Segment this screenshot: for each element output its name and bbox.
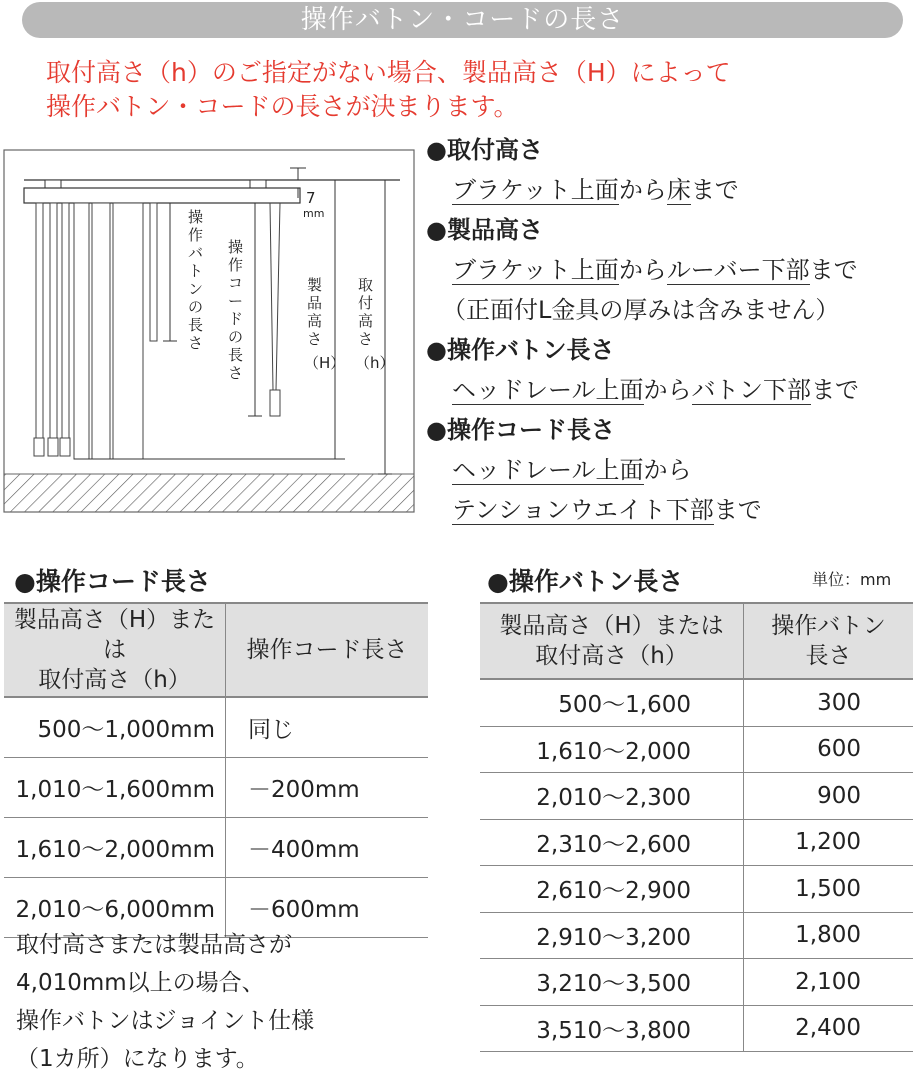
baton-height-cell: 3,510〜3,800	[480, 1005, 744, 1052]
def-product-height-heading: ●製品高さ	[426, 216, 543, 244]
def-connector: から	[618, 256, 667, 284]
table-row	[480, 773, 913, 820]
intro-line-1: 取付高さ（h）のご指定がない場合、製品高さ（H）によって	[46, 58, 731, 87]
baton-length-cell: 900	[744, 773, 914, 820]
baton-height-cell: 2,610〜2,900	[480, 866, 744, 913]
table-row	[480, 912, 913, 959]
cord-length-label: 操作コードの長さ	[228, 238, 244, 382]
def-connector: まで	[809, 256, 858, 284]
def-term: ヘッドレール上面	[452, 376, 644, 404]
baton-length-cell: 600	[744, 726, 914, 773]
page-title: 操作バトン・コードの長さ	[300, 5, 625, 35]
cord-table-title: ●操作コード長さ	[14, 567, 211, 596]
def-baton-length-heading: ●操作バトン長さ	[426, 336, 615, 364]
baton-length-cell: 1,800	[744, 912, 914, 959]
def-baton-length-text	[426, 370, 859, 410]
baton-length-cell: 300	[744, 679, 914, 726]
joint-spec-note	[16, 926, 314, 1078]
def-term: ブラケット上面	[452, 256, 619, 284]
definitions-list	[426, 130, 859, 530]
table-row	[480, 819, 913, 866]
table-row	[480, 959, 913, 1006]
dim-mm: mm	[303, 207, 325, 220]
def-term: ルーバー下部	[666, 256, 810, 284]
def-term: ヘッドレール上面	[452, 456, 644, 484]
baton-length-table	[480, 602, 913, 1052]
cord-length-cell: －200mm	[226, 758, 429, 818]
dim-7: 7	[306, 189, 316, 207]
intro-text	[46, 56, 731, 124]
baton-height-cell: 1,610〜2,000	[480, 726, 744, 773]
def-cord-length-heading: ●操作コード長さ	[426, 416, 615, 444]
def-connector: から	[643, 376, 692, 404]
baton-table-title: ●操作バトン長さ	[487, 567, 684, 596]
cord-length-cell: 同じ	[226, 697, 429, 758]
def-term: ブラケット上面	[452, 176, 619, 204]
bracket-left	[45, 180, 61, 188]
def-product-height-text	[426, 250, 859, 290]
baton-length-cell: 1,500	[744, 866, 914, 913]
table-row	[4, 818, 428, 878]
baton-height-cell: 3,210〜3,500	[480, 959, 744, 1006]
baton-height-cell: 2,310〜2,600	[480, 819, 744, 866]
head-rail	[24, 188, 300, 203]
def-connector: から	[643, 456, 692, 484]
def-mount-height-heading: ●取付高さ	[426, 136, 543, 164]
def-connector: から	[618, 176, 667, 204]
cord-length-cell: －600mm	[226, 878, 429, 938]
table-header-row	[4, 603, 428, 697]
baton-length-cell: 2,100	[744, 959, 914, 1006]
def-connector: まで	[811, 376, 860, 404]
def-mount-height-text	[426, 170, 859, 210]
baton-col-height: 製品高さ（H）または 取付高さ（h）	[480, 603, 744, 679]
baton-height-cell: 2,010〜2,300	[480, 773, 744, 820]
def-cord-length-text-2	[426, 490, 859, 530]
table-row	[480, 679, 913, 726]
louver-weights	[34, 438, 70, 456]
def-product-height-note: （正面付L金具の厚みは含みません）	[442, 296, 840, 324]
product-height-dimension	[328, 180, 342, 459]
cord-col-length: 操作コード長さ	[226, 603, 429, 697]
baton-height-cell: 500〜1,600	[480, 679, 744, 726]
intro-line-2: 操作バトン・コードの長さが決まります。	[46, 92, 519, 121]
cord-height-cell: 1,010〜1,600mm	[4, 758, 226, 818]
table-row	[480, 866, 913, 913]
baton-length-dimension	[163, 203, 177, 341]
table-row	[480, 726, 913, 773]
baton-col-length: 操作バトン 長さ	[744, 603, 914, 679]
baton-length-cell: 1,200	[744, 819, 914, 866]
operation-cord	[270, 203, 280, 416]
table-row	[4, 758, 428, 818]
mount-height-dimension	[378, 180, 392, 474]
def-cord-length-text-1	[426, 450, 859, 490]
table-row	[4, 697, 428, 758]
cord-height-cell: 2,010〜6,000mm	[4, 878, 226, 938]
baton-length-cell: 2,400	[744, 1005, 914, 1052]
baton-length-label: 操作バトンの長さ	[188, 208, 204, 352]
baton-height-cell: 2,910〜3,200	[480, 912, 744, 959]
mount-height-label: 取付高さ（h）	[355, 276, 395, 372]
note-line: 取付高さまたは製品高さが	[16, 932, 292, 958]
page-title-banner	[22, 2, 903, 38]
cord-col-height: 製品高さ（H）または 取付高さ（h）	[4, 603, 226, 697]
note-line: （1カ所）になります。	[16, 1046, 259, 1072]
note-line: 操作バトンはジョイント仕様	[16, 1008, 315, 1034]
bracket-right	[250, 180, 266, 188]
def-term: バトン下部	[691, 376, 812, 404]
table-header-row	[480, 603, 913, 679]
product-height-label: 製品高さ（H）	[304, 276, 346, 372]
cord-height-cell: 500〜1,000mm	[4, 697, 226, 758]
operation-baton	[150, 203, 157, 341]
unit-label: 単位：mm	[812, 570, 892, 589]
floor-hatch	[4, 474, 414, 512]
cord-length-dimension	[248, 203, 262, 416]
def-term: テンションウエイト下部	[452, 496, 714, 524]
installation-diagram	[0, 140, 420, 524]
cord-height-cell: 1,610〜2,000mm	[4, 818, 226, 878]
def-term: 床	[666, 176, 691, 204]
def-connector: まで	[713, 496, 762, 524]
cord-length-table	[4, 602, 428, 938]
def-connector: まで	[690, 176, 739, 204]
louvers	[36, 203, 143, 459]
cord-length-cell: －400mm	[226, 818, 429, 878]
note-line: 4,010mm以上の場合、	[16, 970, 265, 996]
table-row	[480, 1005, 913, 1052]
